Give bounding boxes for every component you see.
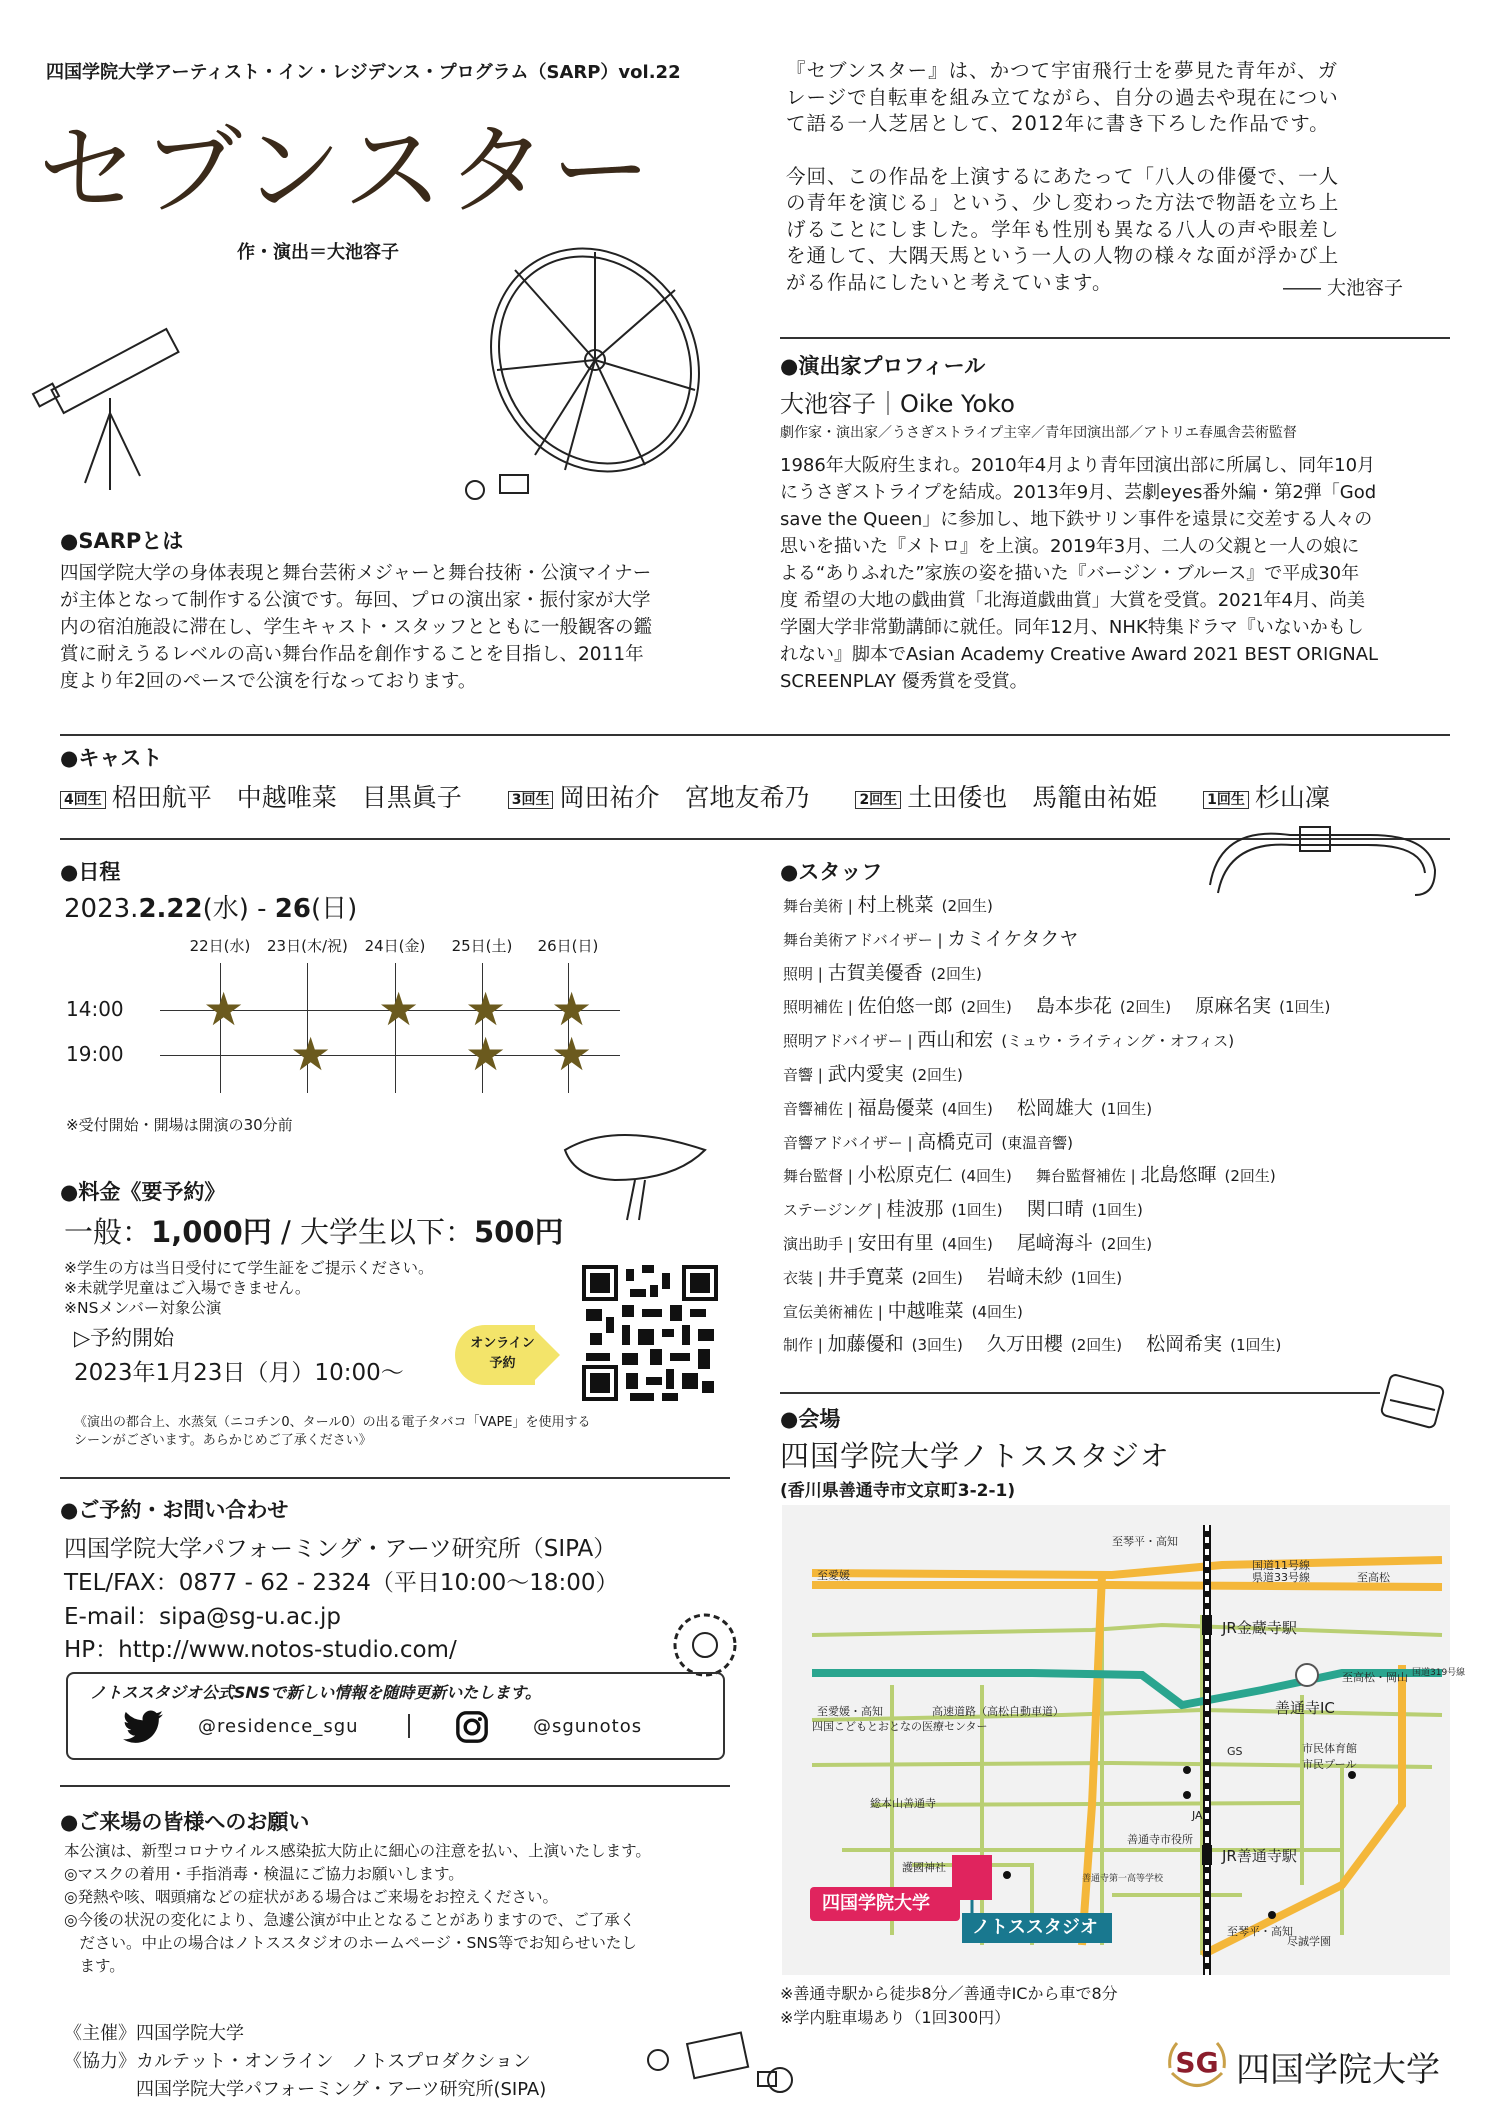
divider xyxy=(60,1785,730,1787)
director-name: 大池容子｜Oike Yoko xyxy=(780,390,1015,418)
performance-star-icon: ★ xyxy=(551,982,593,1036)
map-label: 国道11号線 xyxy=(1252,1559,1310,1572)
instagram-handle[interactable]: @sgunotos xyxy=(533,1716,643,1737)
divider xyxy=(780,1392,1380,1394)
map-label: 至愛媛 xyxy=(817,1569,850,1582)
twitter-handle[interactable]: @residence_sgu xyxy=(198,1716,359,1737)
schedule-table xyxy=(60,935,720,1105)
schedule-day: 25日(土) xyxy=(451,937,513,955)
request-heading: ●ご来場の皆様へのお願い xyxy=(60,1810,310,1834)
sns-title: ノトススタジオ公式SNSで新しい情報を随時更新いたします。 xyxy=(90,1683,541,1702)
staff-row: 演出助手 | 安田有里 (4回生) 尾﨑海斗 (2回生) xyxy=(783,1232,1153,1254)
university-emblem-icon xyxy=(1162,2028,1232,2098)
staff-row: 照明補佐 | 佐伯悠一郎 (2回生) 島本歩花 (2回生) 原麻名実 (1回生) xyxy=(783,995,1331,1018)
performance-star-icon: ★ xyxy=(551,1027,593,1081)
telescope-illustration xyxy=(30,318,200,498)
map-label: JR金蔵寺駅 xyxy=(1222,1619,1297,1637)
venue-map xyxy=(782,1505,1466,1975)
schedule-note: ※受付開始・開場は開演の30分前 xyxy=(66,1116,293,1134)
map-label: 国道319号線 xyxy=(1412,1668,1466,1678)
staff-row: ステージング | 桂波那 (1回生) 関口晴 (1回生) xyxy=(783,1198,1143,1221)
divider xyxy=(60,734,1450,736)
divider xyxy=(780,337,1450,339)
schedule-time: 14:00 xyxy=(66,997,124,1021)
contact-tel: TEL/FAX：0877 - 62 - 2324（平日10:00〜18:00） xyxy=(64,1570,619,1596)
schedule-time: 19:00 xyxy=(66,1042,124,1066)
university-logo xyxy=(1162,2028,1442,2098)
map-label: 総本山善通寺 xyxy=(870,1797,936,1810)
price-main: 一般：1,000円 / 大学生以下：500円 xyxy=(64,1215,564,1249)
bicycle-saddle-illustration xyxy=(555,1120,715,1230)
svg-text:SG: SG xyxy=(1175,2046,1219,2079)
sns-box xyxy=(66,1672,725,1760)
map-label: ノトススタジオ xyxy=(972,1917,1098,1938)
contact-email[interactable]: E-mail：sipa@sg-u.ac.jp xyxy=(64,1604,341,1630)
bicycle-pedal-illustration xyxy=(1375,1370,1455,1440)
staff-row: 音響アドバイザー | 高橋克司 (東温音響) xyxy=(783,1130,1074,1153)
schedule-day: 22日(水) xyxy=(189,937,251,955)
profile-heading: ●演出家プロフィール xyxy=(780,354,986,378)
map-label: 護國神社 xyxy=(902,1861,946,1874)
map-label: 尽誠学園 xyxy=(1287,1935,1331,1948)
map-label: GS xyxy=(1227,1745,1243,1758)
map-label: 至琴平・高知 xyxy=(1227,1925,1293,1938)
performance-star-icon: ★ xyxy=(465,1027,507,1081)
vape-notice: 《演出の都合上、水蒸気（ニコチン0、タール0）の出る電子タバコ「VAPE」を使用する シーンがございます。あらかじめご了承ください》 xyxy=(74,1415,591,1448)
map-label: JR善通寺駅 xyxy=(1222,1847,1297,1865)
intro-signature: ―― 大池容子 xyxy=(1283,277,1404,299)
reserve-date: 2023年1月23日（月）10:00〜 xyxy=(74,1360,404,1386)
staff-row: 舞台監督 | 小松原克仁 (4回生) 舞台監督補佐 | 北島悠暉 (2回生) xyxy=(783,1164,1276,1187)
venue-notes: ※善通寺駅から徒歩8分／善通寺ICから車で8分 ※学内駐車場あり（1回300円） xyxy=(780,1984,1118,2027)
map-label: 四国こどもとおとなの医療センター xyxy=(812,1720,988,1733)
map-label: 市民体育館 xyxy=(1302,1742,1357,1755)
divider xyxy=(60,1477,730,1479)
schedule-day: 23日(木/祝) xyxy=(267,937,348,955)
map-label: 高速道路（高松自動車道） xyxy=(932,1705,1064,1718)
staff-row: 照明 | 古賀美優香 (2回生) xyxy=(783,961,982,984)
author-credit: 作・演出＝大池容子 xyxy=(237,242,399,263)
performance-star-icon: ★ xyxy=(465,982,507,1036)
cast-list: 4回生 柖田航平 中越唯菜 目黒眞子 3回生 岡田祐介 宮地友希乃 2回生 土田倭也 馬籠由祐姫 1回生 杉山凜 xyxy=(60,778,1336,814)
contact-org: 四国学院大学パフォーミング・アーツ研究所（SIPA） xyxy=(64,1536,617,1562)
staff-heading: ●スタッフ xyxy=(780,860,883,884)
twitter-icon[interactable] xyxy=(123,1710,163,1744)
cast-heading: ●キャスト xyxy=(60,746,163,770)
map-label: 県道33号線 xyxy=(1252,1571,1310,1584)
schedule-day: 26日(日) xyxy=(537,937,599,955)
venue-address: (香川県善通寺市文京町3-2-1) xyxy=(780,1481,1016,1501)
request-text: 本公演は、新型コロナウイルス感染拡大防止に細心の注意を払い、上演いたします。 ◎マスクの着用・手指消毒・検温にご協力お願いします。 ◎発熱や咳、咽頭痛などの症状がある場合はご来場をお控えください。 ◎今後の状況の変化により、急遽公演が中止となることがありますので、ご了承く ださい。中止の場合はノトススタジオのホームページ・SNS等でお知らせいたし ます。 xyxy=(64,1842,651,1975)
map-label: JA xyxy=(1192,1809,1203,1822)
contact-heading: ●ご予約・お問い合わせ xyxy=(60,1498,289,1522)
sarp-heading: ●SARPとは xyxy=(60,529,184,553)
staff-row: 舞台美術 | 村上桃菜 (2回生) xyxy=(783,894,993,916)
map-label: 至高松 xyxy=(1357,1571,1390,1584)
map-label: 善通寺第一高等学校 xyxy=(1082,1874,1164,1884)
map-label: 至愛媛・高知 xyxy=(817,1705,883,1718)
map-label: 市民プール xyxy=(1302,1758,1357,1771)
staff-row: 舞台美術アドバイザー | カミイケタクヤ xyxy=(783,927,1079,950)
sarp-text: 四国学院大学の身体表現と舞台芸術メジャーと舞台技術・公演マイナー が主体となって制作する公演です。毎回、プロの演出家・振付家が大学 内の宿泊施設に滞在し、学生キャスト・スタッフとともに一般観客の鑑 賞に耐えうるレベルの高い舞台作品を創作することを目指し、2011年 度より年2回のペースで公演を行なっております。 xyxy=(60,563,653,692)
online-reserve-badge[interactable]: オンライン 予約 xyxy=(455,1325,560,1385)
bicycle-parts-illustration xyxy=(640,2020,820,2110)
venue-name: 四国学院大学ノトススタジオ xyxy=(780,1439,1170,1473)
director-bio: 1986年大阪府生まれ。2010年4月より青年団演出部に所属し、同年10月 にうさぎストライプを結成。2013年9月、芸劇eyes番外編・第2弾「God save the Queen」に参加し、地下鉄サリン事件を遠景に交差する人々の 思いを描いた『メトロ』を上演。2019年3月、二人の父親と一人の娘に よる“ありふれた”家族の姿を描いた『バージン・ブルース』で平成30年 度 希望の大地の戯曲賞「北海道戯曲賞」大賞を受賞。2021年4月、尚美 学園大学非常勤講師に就任。同年12月、NHK特集ドラマ『いないかもし れない』脚本でAsian Academy Creative Award 2021 BEST ORIGNAL SCREENPLAY 優秀賞を受賞。 xyxy=(780,455,1379,692)
reservation-qr-code[interactable] xyxy=(582,1265,718,1401)
staff-row: 制作 | 加藤優和 (3回生) 久万田櫻 (2回生) 松岡希実 (1回生) xyxy=(783,1333,1282,1356)
performance-star-icon: ★ xyxy=(290,1027,332,1081)
price-heading: ●料金《要予約》 xyxy=(60,1180,226,1204)
bicycle-wheel-illustration xyxy=(445,250,725,510)
map-label: 四国学院大学 xyxy=(822,1893,930,1914)
schedule-heading: ●日程 xyxy=(60,860,121,884)
price-notes: ※学生の方は当日受付にて学生証をご提示ください。 ※未就学児童はご入場できません。 ※NSメンバー対象公演 xyxy=(64,1259,434,1317)
map-label: 至高松・岡山 xyxy=(1342,1671,1408,1684)
performance-star-icon: ★ xyxy=(378,982,420,1036)
director-roles: 劇作家・演出家／うさぎストライプ主宰／青年団演出部／アトリエ春風舎芸術監督 xyxy=(780,425,1297,441)
sns-separator xyxy=(408,1714,410,1738)
intro-text: 『セブンスター』は、かつて宇宙飛行士を夢見た青年が、ガ レージで自転車を組み立てながら、自分の過去や現在につい て語る一人芝居として、2012年に書き下ろした作品です。 今回、この作品を上演するにあたって「八人の俳優で、一人 の青年を演じる」という、少し変わった方法で物語を立ち上 げることにしました。学年も性別も異なる八人の声や眼差し を通して、大隅天馬という一人の人物の様々な面が浮かび上 がる作品にしたいと考えています。 xyxy=(786,59,1340,294)
map-label: 善通寺市役所 xyxy=(1127,1833,1193,1846)
performance-star-icon: ★ xyxy=(203,982,245,1036)
schedule-day: 24日(金) xyxy=(364,937,426,955)
instagram-icon[interactable] xyxy=(455,1710,489,1744)
page-title: セブンスター xyxy=(38,112,655,229)
credits: 《主催》四国学院大学 《協力》カルテット・オンライン ノトスプロダクション 四国学院大学パフォーミング・アーツ研究所(SIPA) xyxy=(64,2023,547,2100)
staff-row: 音響 | 武内愛実 (2回生) xyxy=(783,1063,963,1085)
staff-row: 照明アドバイザー | 西山和宏 (ミュウ・ライティング・オフィス) xyxy=(783,1029,1235,1052)
staff-row: 宣伝美術補佐 | 中越唯菜 (4回生) xyxy=(783,1299,1023,1322)
schedule-range: 2023.2.22(水) - 26(日) xyxy=(64,894,358,924)
map-label: 至琴平・高知 xyxy=(1112,1535,1178,1548)
venue-heading: ●会場 xyxy=(780,1407,841,1431)
handlebar-illustration xyxy=(1200,815,1450,925)
map-label: 善通寺IC xyxy=(1275,1699,1335,1717)
staff-row: 衣装 | 井手寛菜 (2回生) 岩﨑未紗 (1回生) xyxy=(783,1265,1123,1288)
gear-illustration xyxy=(668,1608,742,1682)
program-name: 四国学院大学アーティスト・イン・レジデンス・プログラム（SARP）vol.22 xyxy=(46,62,681,83)
contact-homepage[interactable]: HP：http://www.notos-studio.com/ xyxy=(64,1637,457,1663)
staff-row: 音響補佐 | 福島優菜 (4回生) 松岡雄大 (1回生) xyxy=(783,1096,1153,1119)
reserve-label: ▷予約開始 xyxy=(74,1326,175,1350)
university-name: 四国学院大学 xyxy=(1236,2050,1440,2090)
